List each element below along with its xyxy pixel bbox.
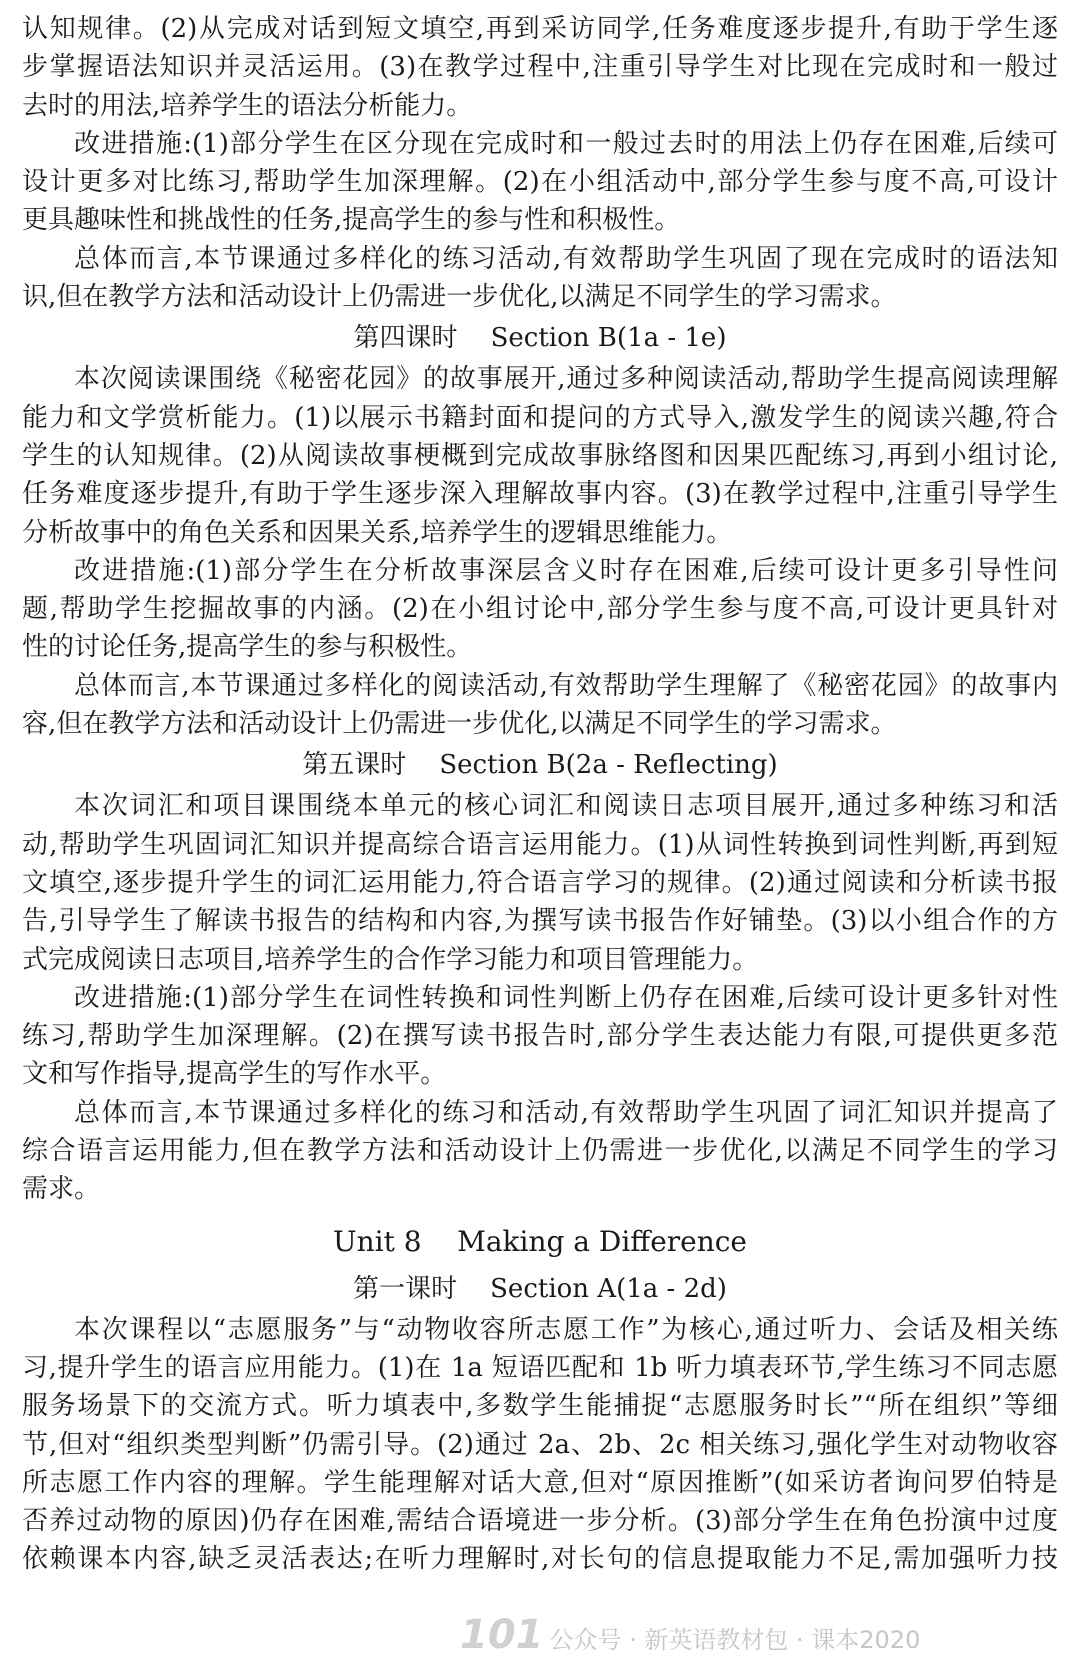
watermark-logo: 101: [460, 1612, 544, 1658]
paragraph-line: 本次词汇和项目课围绕本单元的核心词汇和阅读日志项目展开,通过多种练习和活: [74, 791, 1058, 822]
paragraph-line: 更具趣味性和挑战性的任务,提高学生的参与性和积极性。: [22, 205, 681, 236]
paragraph-line: 识,但在教学方法和活动设计上仍需进一步优化,以满足不同学生的学习需求。: [22, 282, 897, 313]
paragraph-line: 能力和文学赏析能力。(1)以展示书籍封面和提问的方式导入,激发学生的阅读兴趣,符合: [22, 402, 1058, 433]
paragraph-line: 所志愿工作内容的理解。学生能理解对话大意,但对“原因推断”(如采访者询问罗伯特是: [22, 1467, 1058, 1498]
paragraph-line: 文和写作指导,提高学生的写作水平。: [22, 1059, 447, 1090]
paragraph-line: 认知规律。(2)从完成对话到短文填空,再到采访同学,任务难度逐步提升,有助于学生逐: [22, 14, 1058, 44]
lesson-heading: 第一课时 Section A(1a - 2d): [353, 1273, 727, 1304]
paragraph-line: 文填空,逐步提升学生的词汇运用能力,符合语言学习的规律。(2)通过阅读和分析读书报: [22, 867, 1058, 898]
paragraph-line: 总体而言,本节课通过多样化的练习活动,有效帮助学生巩固了现在完成时的语法知: [74, 243, 1058, 274]
paragraph-line: 改进措施:(1)部分学生在词性转换和词性判断上仍存在困难,后续可设计更多针对性: [74, 982, 1058, 1013]
paragraph-line: 依赖课本内容,缺乏灵活表达;在听力理解时,对长句的信息提取能力不足,需加强听力技: [22, 1544, 1058, 1575]
paragraph-line: 分析故事中的角色关系和因果关系,培养学生的逻辑思维能力。: [22, 517, 733, 548]
paragraph-line: 本次阅读课围绕《秘密花园》的故事展开,通过多种阅读活动,帮助学生提高阅读理解: [74, 364, 1058, 395]
paragraph: [22, 787, 1058, 978]
paragraph: [22, 667, 1058, 744]
paragraph-line: 性的讨论任务,提高学生的参与积极性。: [22, 632, 473, 663]
paragraph-line: 总体而言,本节课通过多样化的练习和活动,有效帮助学生巩固了词汇知识并提高了: [74, 1097, 1058, 1128]
paragraph-line: 去时的用法,培养学生的语法分析能力。: [22, 90, 473, 121]
paragraph: [22, 552, 1058, 667]
paragraph-line: 综合语言运用能力,但在教学方法和活动设计上仍需进一步优化,以满足不同学生的学习: [22, 1136, 1058, 1167]
paragraph-line: 改进措施:(1)部分学生在分析故事深层含义时存在困难,后续可设计更多引导性问: [74, 555, 1058, 586]
paragraph: [22, 240, 1058, 317]
watermark-text: 公众号 · 新英语教材包 · 课本2020: [549, 1626, 921, 1654]
paragraph-line: 总体而言,本节课通过多样化的阅读活动,有效帮助学生理解了《秘密花园》的故事内: [74, 670, 1058, 701]
paragraph: [22, 10, 1058, 125]
watermark: [460, 1612, 920, 1658]
paragraph-line: 本次课程以“志愿服务”与“动物收容所志愿工作”为核心,通过听力、会话及相关练: [74, 1314, 1058, 1345]
paragraph-line: 动,帮助学生巩固词汇知识并提高综合语言运用能力。(1)从词性转换到词性判断,再到短: [22, 829, 1058, 860]
paragraph-line: 式完成阅读日志项目,培养学生的合作学习能力和项目管理能力。: [22, 944, 759, 975]
document-page: [22, 10, 1058, 1579]
lesson-heading: 第四课时 Section B(1a - 1e): [353, 323, 727, 354]
paragraph-line: 设计更多对比练习,帮助学生加深理解。(2)在小组活动中,部分学生参与度不高,可设计: [22, 167, 1058, 198]
lesson-heading: 第五课时 Section B(2a - Reflecting): [302, 750, 778, 781]
paragraph: [22, 1094, 1058, 1209]
paragraph: [22, 360, 1058, 551]
paragraph-line: 改进措施:(1)部分学生在区分现在完成时和一般过去时的用法上仍存在困难,后续可: [74, 128, 1058, 159]
paragraph-line: 任务难度逐步提升,有助于学生逐步深入理解故事内容。(3)在教学过程中,注重引导学生: [22, 479, 1058, 510]
paragraph-line: 节,但对“组织类型判断”仍需引导。(2)通过 2a、2b、2c 相关练习,强化学生对动物收容: [22, 1429, 1058, 1460]
paragraph-line: 学生的认知规律。(2)从阅读故事梗概到完成故事脉络图和因果匹配练习,再到小组讨论,: [22, 440, 1058, 471]
paragraph-line: 否养过动物的原因)仍存在困难,需结合语境进一步分析。(3)部分学生在角色扮演中过度: [22, 1506, 1058, 1537]
paragraph-line: 习,提升学生的语言应用能力。(1)在 1a 短语匹配和 1b 听力填表环节,学生练习不同志愿: [22, 1352, 1058, 1383]
paragraph: [22, 125, 1058, 240]
paragraph-line: 题,帮助学生挖掘故事的内涵。(2)在小组讨论中,部分学生参与度不高,可设计更具针对: [22, 594, 1058, 625]
paragraph-line: 服务场景下的交流方式。听力填表中,多数学生能捕捉“志愿服务时长”“所在组织”等细: [22, 1391, 1058, 1422]
paragraph-line: 告,引导学生了解读书报告的结构和内容,为撰写读书报告作好铺垫。(3)以小组合作的方: [22, 906, 1058, 937]
paragraph: [22, 979, 1058, 1094]
unit-title: Unit 8 Making a Difference: [333, 1224, 747, 1258]
paragraph-line: 步掌握语法知识并灵活运用。(3)在教学过程中,注重引导学生对比现在完成时和一般过: [22, 52, 1058, 83]
paragraph-line: 容,但在教学方法和活动设计上仍需进一步优化,以满足不同学生的学习需求。: [22, 709, 897, 740]
paragraph-line: 需求。: [22, 1174, 101, 1205]
paragraph: [22, 1311, 1058, 1579]
paragraph-line: 练习,帮助学生加深理解。(2)在撰写读书报告时,部分学生表达能力有限,可提供更多范: [22, 1021, 1058, 1052]
